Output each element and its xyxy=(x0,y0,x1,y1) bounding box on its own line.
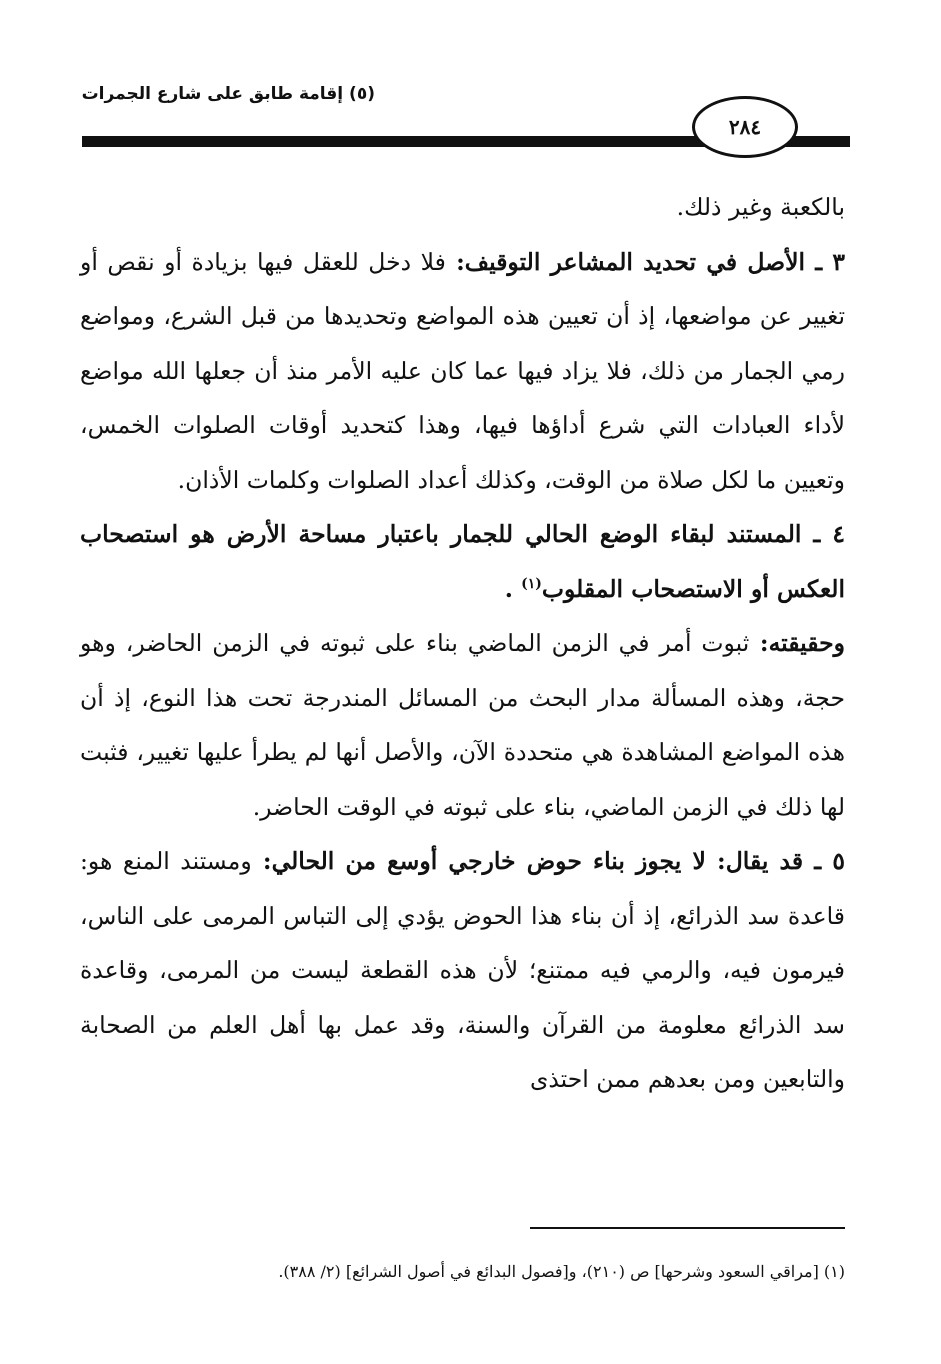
page-header xyxy=(82,60,850,160)
paragraph-1 xyxy=(80,180,845,235)
paragraph-2-text: فلا دخل للعقل فيها بزيادة أو نقص أو تغيير عن مواضعها، إذ أن تعيين هذه المواضع وتحديدها من قبل الشرع، ومواضع رمي الجمار من ذلك، فلا يزاد فيها عما كان عليه الأمر منذ أن جعلها الله مواضع لأداء العبادات التي شرع أداؤها فيها، وهذا كتحديد أوقات الصلوات الخمس، وتعيين ما لكل صلاة من الوقت، وكذلك أعداد الصلوات وكلمات الأذان. xyxy=(80,247,845,494)
paragraph-5 xyxy=(80,834,845,1107)
paragraph-2-heading: ٣ ـ الأصل في تحديد المشاعر التوقيف: xyxy=(445,247,846,276)
paragraph-4 xyxy=(80,616,845,834)
page-number: ٢٨٤ xyxy=(692,96,798,158)
running-title: (٥) إقامة طابق على شارع الجمرات xyxy=(81,84,375,104)
paragraph-2 xyxy=(80,235,845,508)
footnote-rule xyxy=(530,1227,845,1229)
page-body xyxy=(80,180,845,1107)
footnote: (١) [مراقي السعود وشرحها] ص (٢١٠)، و[فصول البدائع في أصول الشرائع] (٢/ ٣٨٨). xyxy=(278,1262,845,1281)
paragraph-3-text: . xyxy=(504,574,522,603)
paragraph-5-text: ومستند المنع هو: قاعدة سد الذرائع، إذ أن بناء هذا الحوض يؤدي إلى التباس المرمى على الناس، فيرمون فيه، والرمي فيه ممتنع؛ لأن هذه القطعة ليست من المرمى، وقاعدة سد الذرائع معلومة من القرآن والسنة، وقد عمل بها أهل العلم من الصحابة والتابعين ومن بعدهم ممن احتذى xyxy=(80,847,845,1093)
paragraph-3 xyxy=(80,507,845,616)
paragraph-1-text: بالكعبة وغير ذلك. xyxy=(676,193,845,221)
footnote-ref[interactable]: (١) xyxy=(521,575,542,592)
paragraph-3-heading: ٤ ـ المستند لبقاء الوضع الحالي للجمار باعتبار مساحة الأرض هو استصحاب العكس أو الاستصحاب المقلوب xyxy=(80,520,845,603)
paragraph-5-heading: ٥ ـ قد يقال: لا يجوز بناء حوض خارجي أوسع من الحالي: xyxy=(251,847,845,875)
paragraph-4-heading: وحقيقته: xyxy=(749,629,845,657)
paragraph-4-text: ثبوت أمر في الزمن الماضي بناء على ثبوته في الزمن الحاضر، وهو حجة، وهذه المسألة مدار البحث من المسائل المندرجة تحت هذا النوع، إذ أن هذه المواضع المشاهدة هي متحددة الآن، والأصل أنها لم يطرأ عليها تغيير، فثبت لها ذلك في الزمن الماضي، بناء على ثبوته في الوقت الحاضر. xyxy=(80,629,845,821)
